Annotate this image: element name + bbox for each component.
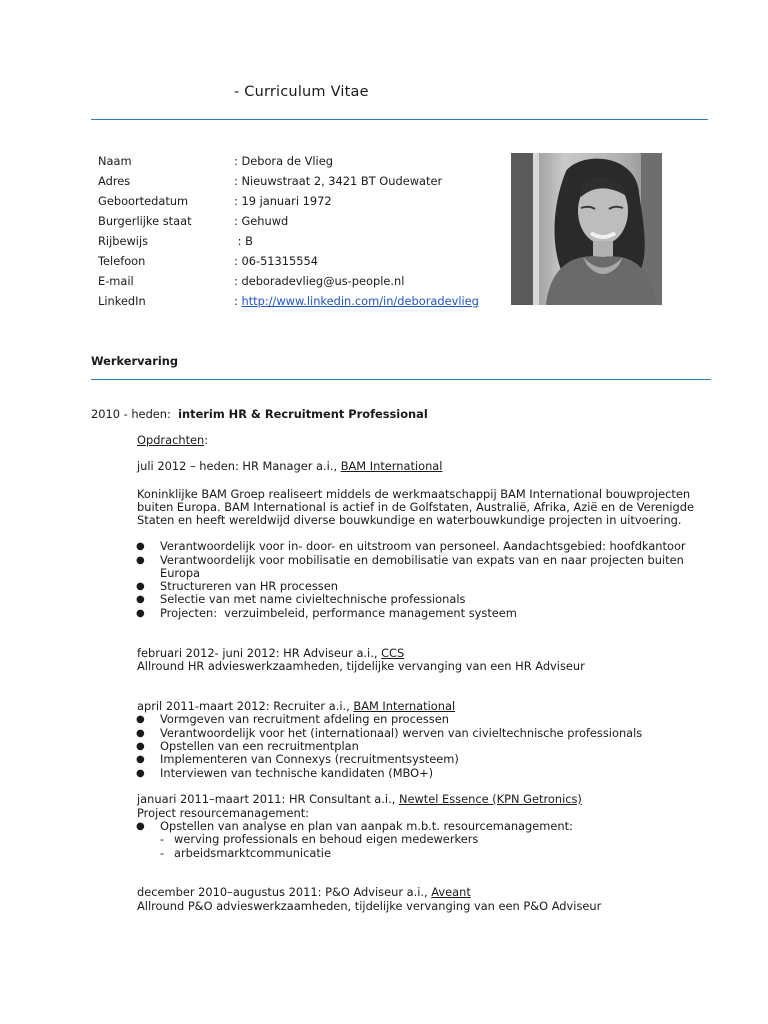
bullet-icon: ● — [136, 741, 145, 752]
assignment-3-bullet: Vormgeven van recruitment afdeling en processen — [160, 712, 449, 726]
value-telefoon: : 06-51315554 — [234, 254, 319, 268]
page-title: - Curriculum Vitae — [234, 84, 369, 100]
bullet-icon: ● — [136, 714, 145, 725]
job-heading — [91, 408, 428, 421]
dash-icon: - — [160, 846, 165, 860]
value-email: : deboradevlieg@us-people.nl — [234, 274, 405, 288]
linkedin-link[interactable]: http://www.linkedin.com/in/deboradevlieg — [241, 294, 479, 308]
assignment-2-company: CCS — [381, 646, 405, 660]
assignments-label: Opdrachten — [137, 433, 205, 447]
value-adres: : Nieuwstraat 2, 3421 BT Oudewater — [234, 174, 443, 188]
assignment-2-desc: Allround HR advieswerkzaamheden, tijdelijke vervanging van een HR Adviseur — [137, 659, 585, 673]
assignment-1-bullet: Projecten: verzuimbeleid, performance management systeem — [160, 606, 517, 620]
assignment-4-subitem: arbeidsmarktcommunicatie — [174, 846, 331, 860]
assignment-3-bullet: Verantwoordelijk voor het (internationaal) werven van civieltechnische professionals — [160, 726, 643, 740]
job-title: interim HR & Recruitment Professional — [178, 407, 428, 421]
assignment-4-desc: Project resourcemanagement: — [137, 806, 309, 820]
assignment-1-company: BAM International — [340, 459, 443, 473]
assignment-1-bullet: Verantwoordelijk voor mobilisatie en demobilisatie van expats van en naar projecten buiten — [160, 553, 684, 567]
job-period: 2010 - heden: — [91, 407, 171, 421]
linkedin-prefix: : — [234, 294, 242, 308]
assignment-3-role: april 2011-maart 2012: Recruiter a.i., — [137, 699, 354, 713]
label-linkedin: LinkedIn — [98, 294, 146, 308]
assignment-4-company: Newtel Essence (KPN Getronics) — [398, 792, 582, 806]
assignment-1-desc-line: Staten en heeft wereldwijd diverse bouwkundige en waterbouwkundige projecten in uitvoering. — [137, 513, 682, 527]
assignment-1-bullet-cont: Europa — [160, 566, 201, 580]
assignment-4-subitem: werving professionals en behoud eigen medewerkers — [174, 832, 479, 846]
assignment-3-company: BAM International — [353, 699, 456, 713]
assignment-1-bullet: Structureren van HR processen — [160, 579, 338, 593]
dash-icon: - — [160, 832, 165, 846]
bullet-icon: ● — [136, 581, 145, 592]
assignment-5-heading — [137, 886, 471, 899]
value-linkedin — [234, 295, 479, 308]
profile-photo — [511, 153, 662, 305]
label-burgerlijke-staat: Burgerlijke staat — [98, 214, 192, 228]
label-naam: Naam — [98, 154, 132, 168]
assignment-1-role: juli 2012 – heden: HR Manager a.i., — [137, 459, 341, 473]
label-geboortedatum: Geboortedatum — [98, 194, 189, 208]
bullet-icon: ● — [136, 541, 145, 552]
assignments-heading — [137, 434, 208, 447]
bullet-icon: ● — [136, 608, 145, 619]
bullet-icon: ● — [136, 555, 145, 566]
assignment-1-bullet: Verantwoordelijk voor in- door- en uitstroom van personeel. Aandachtsgebied: hoofdkantoor — [160, 539, 686, 553]
assignment-4-heading — [137, 793, 582, 806]
assignment-1-heading — [137, 460, 442, 473]
assignment-4-role: januari 2011–maart 2011: HR Consultant a.i., — [137, 792, 399, 806]
assignment-1-desc-line: Koninklijke BAM Groep realiseert middels de werkmaatschappij BAM International bouwprojecten — [137, 487, 691, 501]
assignment-3-bullet: Implementeren van Connexys (recruitmentsysteem) — [160, 752, 459, 766]
bullet-icon: ● — [136, 728, 145, 739]
bullet-icon: ● — [136, 768, 145, 779]
assignment-3-bullet: Opstellen van een recruitmentplan — [160, 739, 359, 753]
assignment-1-bullet: Selectie van met name civieltechnische professionals — [160, 592, 466, 606]
bullet-icon: ● — [136, 754, 145, 765]
value-naam: : Debora de Vlieg — [234, 154, 333, 168]
assignment-5-company: Aveant — [431, 885, 471, 899]
value-burgerlijke-staat: : Gehuwd — [234, 214, 289, 228]
assignment-4-bullet: Opstellen van analyse en plan van aanpak m.b.t. resourcemanagement: — [160, 819, 573, 833]
assignment-5-role: december 2010–augustus 2011: P&O Adviseur a.i., — [137, 885, 432, 899]
label-rijbewijs: Rijbewijs — [98, 234, 149, 248]
label-email: E-mail — [98, 274, 134, 288]
value-rijbewijs: : B — [234, 234, 253, 248]
assignments-colon: : — [204, 433, 209, 447]
section-heading-werkervaring: Werkervaring — [91, 354, 179, 368]
assignment-2-role: februari 2012- juni 2012: HR Adviseur a.i., — [137, 646, 382, 660]
value-geboortedatum: : 19 januari 1972 — [234, 194, 332, 208]
label-adres: Adres — [98, 174, 131, 188]
bullet-icon: ● — [136, 594, 145, 605]
assignment-5-desc: Allround P&O advieswerkzaamheden, tijdelijke vervanging van een P&O Adviseur — [137, 899, 602, 913]
title-divider — [91, 119, 708, 120]
assignment-1-desc-line: buiten Europa. BAM International is actief in de Golfstaten, Australië, Afrika, Azië en de Verenigde — [137, 500, 694, 514]
assignment-3-bullet: Interviewen van technische kandidaten (MBO+) — [160, 766, 434, 780]
label-telefoon: Telefoon — [98, 254, 146, 268]
bullet-icon: ● — [136, 821, 145, 832]
section-divider — [91, 379, 711, 380]
